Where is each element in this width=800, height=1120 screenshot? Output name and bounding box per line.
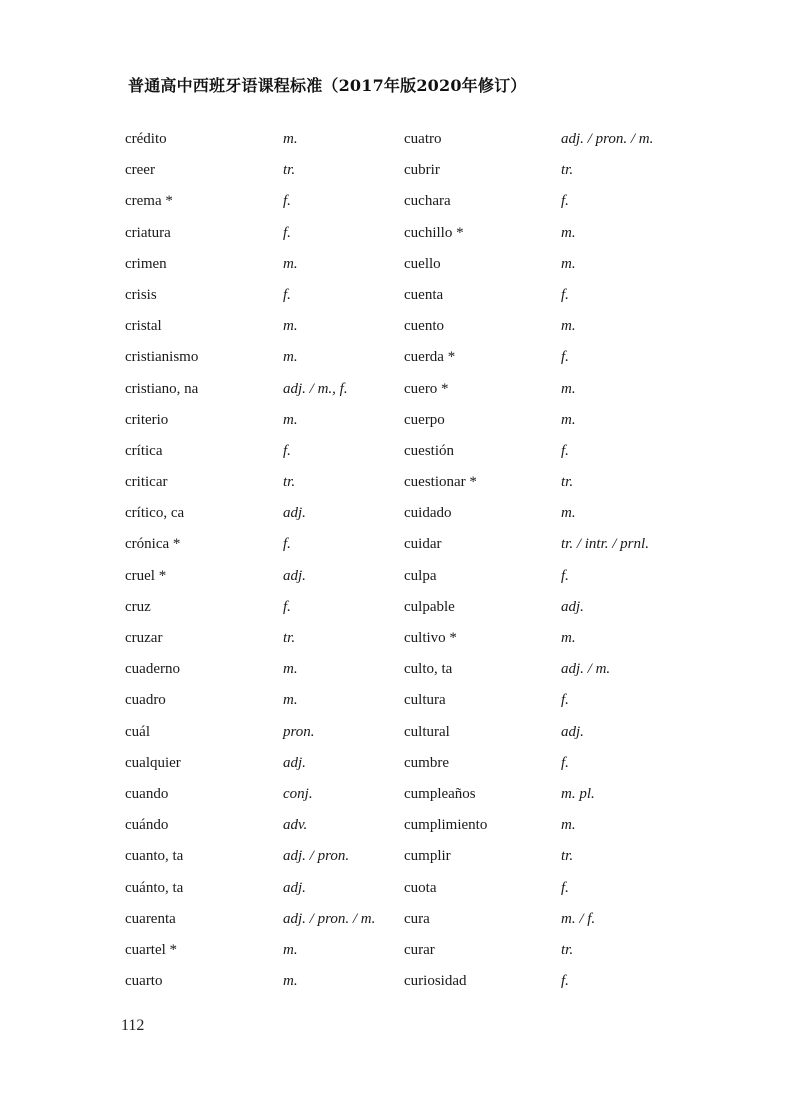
vocab-word-right: cura: [404, 910, 430, 927]
vocab-word-right: curar: [404, 941, 435, 958]
vocab-word-left: crisis: [125, 286, 157, 303]
vocab-word-right: curiosidad: [404, 973, 467, 990]
vocab-word-right: cuota: [404, 879, 437, 896]
vocab-word-right: cuerda *: [404, 349, 456, 366]
vocab-word-right: cuidado: [404, 505, 452, 522]
vocab-row: [0, 186, 800, 217]
vocab-word-right: cuello: [404, 255, 441, 272]
vocab-row: [0, 155, 800, 186]
vocab-word-right: cuento: [404, 318, 444, 335]
vocab-pos-right: f.: [561, 349, 569, 366]
vocab-word-left: cuartel *: [125, 941, 178, 958]
vocab-pos-left: tr.: [283, 474, 296, 491]
vocab-pos-right: adj. / m.: [561, 661, 611, 678]
vocab-word-left: cristiano, na: [125, 380, 199, 397]
vocab-pos-left: adj.: [283, 754, 306, 771]
vocab-pos-left: adj.: [283, 567, 306, 584]
vocab-word-right: cumbre: [404, 754, 449, 771]
vocab-pos-left: conj.: [283, 785, 313, 802]
vocab-pos-right: m.: [561, 224, 576, 241]
vocab-pos-right: f.: [561, 193, 569, 210]
vocab-pos-right: tr.: [561, 848, 574, 865]
vocab-pos-left: adj.: [283, 505, 306, 522]
vocab-pos-left: m.: [283, 411, 298, 428]
vocab-word-right: cuidar: [404, 536, 442, 553]
vocab-word-left: cruzar: [125, 630, 163, 646]
vocab-word-right: culto, ta: [404, 661, 453, 678]
vocab-pos-left: m.: [283, 661, 298, 678]
vocab-pos-left: m.: [283, 131, 298, 147]
vocab-pos-left: f.: [283, 536, 291, 553]
vocab-row: [0, 748, 800, 779]
vocab-word-left: creer: [125, 162, 155, 179]
vocab-word-right: culpa: [404, 567, 437, 584]
vocab-row: [0, 935, 800, 966]
vocab-row: [0, 529, 800, 560]
vocab-pos-right: tr.: [561, 162, 574, 179]
vocab-word-left: cuándo: [125, 817, 169, 834]
vocab-pos-right: adj. / pron. / m.: [561, 131, 654, 147]
vocab-word-left: crimen: [125, 255, 167, 272]
vocab-pos-right: f.: [561, 754, 569, 771]
vocab-row: [0, 592, 800, 623]
vocab-pos-right: f.: [561, 973, 569, 990]
vocab-row: [0, 218, 800, 249]
vocab-pos-left: f.: [283, 193, 291, 210]
vocab-row: [0, 841, 800, 872]
vocab-pos-right: m.: [561, 630, 576, 646]
vocab-pos-right: m.: [561, 380, 576, 397]
vocab-word-left: cuál: [125, 723, 150, 740]
vocab-word-left: crítico, ca: [125, 505, 185, 522]
vocab-pos-left: f.: [283, 286, 291, 303]
vocab-pos-left: adj.: [283, 879, 306, 896]
vocab-row: [0, 249, 800, 280]
vocab-pos-left: m.: [283, 349, 298, 366]
vocab-pos-right: tr.: [561, 474, 574, 491]
vocab-word-left: cruz: [125, 598, 151, 615]
vocab-pos-right: m.: [561, 255, 576, 272]
vocab-pos-left: m.: [283, 255, 298, 272]
vocab-word-right: cuestionar *: [404, 474, 477, 491]
vocab-word-right: cuatro: [404, 131, 442, 147]
vocab-word-right: cuenta: [404, 286, 444, 303]
vocab-word-right: cuchara: [404, 193, 451, 210]
vocab-word-left: crónica *: [125, 536, 181, 553]
vocab-word-right: cuerpo: [404, 411, 445, 428]
vocab-pos-right: m.: [561, 411, 576, 428]
vocab-word-right: cultura: [404, 692, 446, 709]
vocab-word-left: cristianismo: [125, 349, 199, 366]
vocab-pos-left: m.: [283, 973, 298, 990]
vocab-row: [0, 498, 800, 529]
vocab-word-left: cuanto, ta: [125, 848, 184, 865]
vocab-word-left: cuaderno: [125, 661, 180, 678]
vocab-row: [0, 717, 800, 748]
vocab-row: [0, 873, 800, 904]
vocab-pos-left: adj. / pron. / m.: [283, 910, 376, 927]
vocab-pos-right: m.: [561, 505, 576, 522]
vocab-word-left: cuando: [125, 785, 169, 802]
vocab-row: [0, 311, 800, 342]
vocab-word-left: cualquier: [125, 754, 181, 771]
vocab-word-right: culpable: [404, 598, 455, 615]
vocab-word-left: cuadro: [125, 692, 166, 709]
vocab-row: [0, 436, 800, 467]
vocab-pos-left: adj. / m., f.: [283, 380, 348, 397]
vocab-row: [0, 966, 800, 997]
vocab-pos-left: adv.: [283, 817, 308, 834]
vocab-word-left: criatura: [125, 224, 171, 241]
vocab-row: [0, 342, 800, 373]
vocab-row: [0, 280, 800, 311]
vocab-word-right: cultivo *: [404, 630, 457, 646]
vocab-word-left: cristal: [125, 318, 162, 335]
vocab-row: [0, 904, 800, 935]
vocab-pos-right: m.: [561, 817, 576, 834]
vocab-word-right: cumplir: [404, 848, 451, 865]
vocab-pos-left: pron.: [283, 723, 315, 740]
vocab-pos-right: f.: [561, 692, 569, 709]
vocab-row: [0, 561, 800, 592]
vocab-word-right: cumpleaños: [404, 785, 476, 802]
vocab-row: [0, 124, 800, 155]
vocab-word-right: cuchillo *: [404, 224, 464, 241]
vocab-pos-left: tr.: [283, 630, 296, 646]
vocab-word-right: cuero *: [404, 380, 449, 397]
vocab-pos-right: tr. / intr. / prnl.: [561, 536, 649, 553]
vocab-pos-right: f.: [561, 879, 569, 896]
vocab-pos-right: f.: [561, 286, 569, 303]
vocab-word-left: crema *: [125, 193, 173, 210]
vocab-pos-left: m.: [283, 318, 298, 335]
vocab-word-left: crítica: [125, 442, 163, 459]
vocabulary-table: [0, 124, 800, 997]
vocab-row: [0, 779, 800, 810]
vocab-pos-right: m. pl.: [561, 785, 595, 802]
vocab-pos-left: f.: [283, 598, 291, 615]
page-number: 112: [121, 1017, 145, 1034]
vocab-pos-left: m.: [283, 692, 298, 709]
vocab-pos-right: adj.: [561, 723, 584, 740]
vocab-pos-left: adj. / pron.: [283, 848, 350, 865]
vocab-word-left: cruel *: [125, 567, 167, 584]
vocab-word-left: criterio: [125, 411, 169, 428]
vocab-row: [0, 685, 800, 716]
vocab-word-left: cuarenta: [125, 910, 176, 927]
vocab-word-right: cuestión: [404, 442, 454, 459]
vocab-row: [0, 810, 800, 841]
vocab-word-left: cuánto, ta: [125, 879, 184, 896]
vocab-word-left: cuarto: [125, 973, 163, 990]
vocab-pos-left: m.: [283, 941, 298, 958]
page-header-title: 普通高中西班牙语课程标准（2017年版2020年修订）: [128, 76, 527, 95]
vocab-pos-left: f.: [283, 442, 291, 459]
vocab-word-right: cumplimiento: [404, 817, 488, 834]
vocab-word-left: crédito: [125, 131, 167, 147]
vocab-row: [0, 467, 800, 498]
vocab-pos-right: f.: [561, 567, 569, 584]
vocab-pos-right: adj.: [561, 598, 584, 615]
vocab-pos-right: tr.: [561, 941, 574, 958]
vocab-pos-left: f.: [283, 224, 291, 241]
vocab-row: [0, 623, 800, 654]
vocab-word-right: cultural: [404, 723, 450, 740]
vocab-pos-right: f.: [561, 442, 569, 459]
vocab-word-right: cubrir: [404, 162, 440, 179]
vocab-row: [0, 405, 800, 436]
vocab-pos-right: m.: [561, 318, 576, 335]
vocab-row: [0, 654, 800, 685]
vocab-pos-left: tr.: [283, 162, 296, 179]
vocab-row: [0, 374, 800, 405]
vocab-word-left: criticar: [125, 474, 168, 491]
vocab-pos-right: m. / f.: [561, 910, 596, 927]
